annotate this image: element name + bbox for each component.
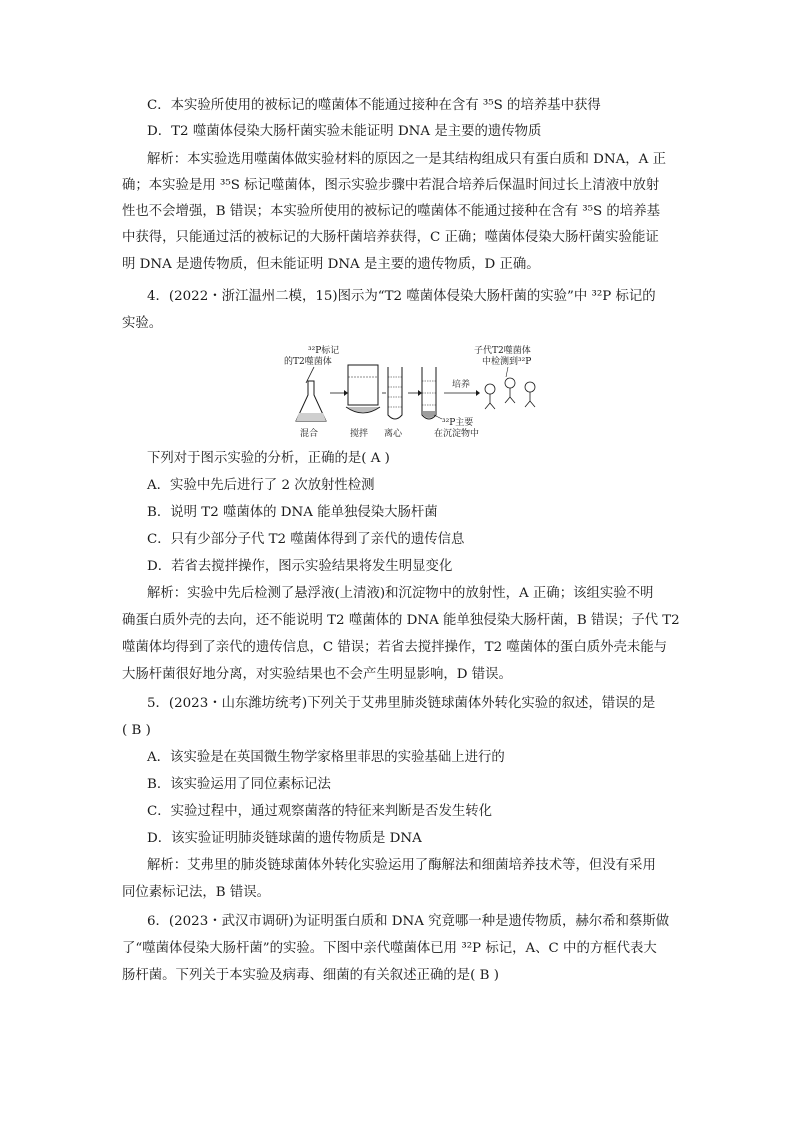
question-6-stem: 6．(2023・武汉市调研)为证明蛋白质和 DNA 究竟哪一种是遗传物质，赫尔希和蔡斯做 bbox=[147, 914, 670, 929]
figure-label-offspring: 子代T2噬菌体 bbox=[474, 346, 531, 356]
figure-label-32p: ³²P标记 bbox=[308, 346, 340, 356]
text-line: 解析：艾弗里的肺炎链球菌体外转化实验运用了酶解法和细菌培养技术等，但没有采用 bbox=[147, 858, 656, 873]
text-line: 大肠杆菌很好地分离，对实验结果也不会产生明显影响，D 错误。 bbox=[122, 667, 512, 682]
question-4-stem: 4．(2022・浙江温州二模，15)图示为“T2 噬菌体侵染大肠杆菌的实验”中 ³²P 标记的 bbox=[147, 289, 656, 304]
figure-label-detected: 中检测到³²P bbox=[482, 357, 532, 367]
tube-icon bbox=[388, 367, 402, 419]
text-line: D．T2 噬菌体侵染大肠杆菌实验未能证明 DNA 是主要的遗传物质 bbox=[147, 124, 542, 139]
text-line: 明 DNA 是遗传物质，但未能证明 DNA 是主要的遗传物质，D 正确。 bbox=[122, 257, 540, 272]
beaker-icon bbox=[348, 365, 378, 405]
text-line: ( B ) bbox=[122, 723, 151, 738]
text-line: 确蛋白质外壳的去向，还不能说明 T2 噬菌体的 DNA 能单独侵染大肠杆菌，B 错误；子代 T2 bbox=[122, 613, 680, 628]
option-a: A．该实验是在英国微生物学家格里菲思的实验基础上进行的 bbox=[147, 750, 505, 765]
phage-icon bbox=[485, 378, 535, 409]
figure-label-culture: 培养 bbox=[452, 380, 471, 390]
text-line: 解析：实验中先后检测了悬浮液(上清液)和沉淀物中的放射性，A 正确；该组实验不明 bbox=[147, 586, 654, 601]
option-b: B．说明 T2 噬菌体的 DNA 能单独侵染大肠杆菌 bbox=[147, 505, 438, 520]
text-line: 肠杆菌。下列关于本实验及病毒、细菌的有关叙述正确的是( B ) bbox=[122, 968, 499, 983]
text-line: 同位素标记法，B 错误。 bbox=[122, 885, 271, 900]
option-a: A．实验中先后进行了 2 次放射性检测 bbox=[147, 478, 375, 493]
text-line: C．本实验所使用的被标记的噬菌体不能通过接种在含有 ³⁵S 的培养基中获得 bbox=[147, 98, 601, 113]
figure-label-t2: 的T2噬菌体 bbox=[284, 357, 332, 367]
text-line: 确；本实验是用 ³⁵S 标记噬菌体，图示实验步骤中若混合培养后保温时间过长上清液中放射 bbox=[122, 178, 660, 193]
option-d: D．该实验证明肺炎链球菌的遗传物质是 DNA bbox=[147, 831, 422, 846]
text-line: 了“噬菌体侵染大肠杆菌”的实验。下图中亲代噬菌体已用 ³²P 标记，A、C 中的方框代表大 bbox=[122, 941, 657, 956]
figure-label-stir: 搅拌 bbox=[350, 429, 369, 439]
text-line: 实验。 bbox=[122, 316, 163, 331]
text-line: 下列对于图示实验的分析，正确的是( A ) bbox=[147, 451, 390, 466]
figure-label-sediment: ³²P主要 bbox=[442, 418, 474, 428]
option-b: B．该实验运用了同位素标记法 bbox=[147, 777, 331, 792]
text-line: 噬菌体均得到了亲代的遗传信息，C 错误；若省去搅拌操作，T2 噬菌体的蛋白质外壳未能与 bbox=[122, 640, 668, 655]
text-line: 解析：本实验选用噬菌体做实验材料的原因之一是其结构组成只有蛋白质和 DNA，A 正 bbox=[147, 152, 666, 167]
figure-label-sediment-2: 在沉淀物中 bbox=[434, 429, 480, 439]
figure-label-centrifuge: 离心 bbox=[384, 429, 403, 439]
option-c: C．实验过程中，通过观察菌落的特征来判断是否发生转化 bbox=[147, 804, 493, 819]
text-line: 中获得，只能通过活的被标记的大肠杆菌培养获得，C 正确；噬菌体侵染大肠杆菌实验能证 bbox=[122, 230, 659, 245]
option-c: C．只有少部分子代 T2 噬菌体得到了亲代的遗传信息 bbox=[147, 532, 465, 547]
option-d: D．若省去搅拌操作，图示实验结果将发生明显变化 bbox=[147, 559, 453, 574]
stirrer-icon bbox=[346, 407, 380, 413]
text-line: 性也不会增强，B 错误；本实验所使用的被标记的噬菌体不能通过接种在含有 ³⁵S 的培养基 bbox=[122, 204, 660, 219]
figure-label-mix: 混合 bbox=[300, 429, 319, 439]
experiment-figure bbox=[276, 343, 566, 443]
question-5-stem: 5．(2023・山东潍坊统考)下列关于艾弗里肺炎链球菌体外转化实验的叙述，错误的是 bbox=[147, 696, 656, 711]
